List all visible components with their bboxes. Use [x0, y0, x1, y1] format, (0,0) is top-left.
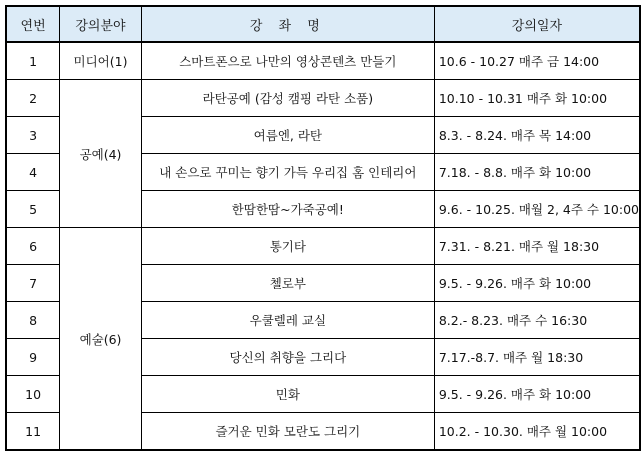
row-date: 7.31. - 8.21. 매주 월 18:30 [434, 228, 640, 265]
row-date: 8.3. - 8.24. 매주 목 14:00 [434, 117, 640, 154]
row-no: 7 [6, 265, 60, 302]
row-date: 10.6 - 10.27 매주 금 14:00 [434, 42, 640, 80]
row-title: 여름엔, 라탄 [141, 117, 434, 154]
row-date: 7.17.-8.7. 매주 월 18:30 [434, 339, 640, 376]
row-title: 한땀한땀~가죽공예! [141, 191, 434, 228]
row-title: 첼로부 [141, 265, 434, 302]
table-row [6, 80, 640, 117]
row-title: 민화 [141, 376, 434, 413]
row-no: 4 [6, 154, 60, 191]
header-row [6, 6, 640, 42]
row-title: 당신의 취향을 그리다 [141, 339, 434, 376]
field-cell-craft: 공예(4) [60, 80, 142, 228]
lecture-table [5, 5, 641, 451]
header-title: 강 좌 명 [141, 6, 434, 42]
header-no: 연번 [6, 6, 60, 42]
header-date: 강의일자 [434, 6, 640, 42]
row-title: 라탄공예 (감성 캠핑 라탄 소품) [141, 80, 434, 117]
row-no: 1 [6, 42, 60, 80]
row-title: 즐거운 민화 모란도 그리기 [141, 413, 434, 451]
row-no: 5 [6, 191, 60, 228]
row-no: 6 [6, 228, 60, 265]
row-no: 8 [6, 302, 60, 339]
row-title: 스마트폰으로 나만의 영상콘텐츠 만들기 [141, 42, 434, 80]
field-cell-media: 미디어(1) [60, 42, 142, 80]
row-date: 10.10 - 10.31 매주 화 10:00 [434, 80, 640, 117]
row-date: 9.5. - 9.26. 매주 화 10:00 [434, 376, 640, 413]
row-title: 통기타 [141, 228, 434, 265]
row-no: 3 [6, 117, 60, 154]
row-no: 11 [6, 413, 60, 451]
header-field: 강의분야 [60, 6, 142, 42]
row-no: 2 [6, 80, 60, 117]
row-date: 9.5. - 9.26. 매주 화 10:00 [434, 265, 640, 302]
row-title: 내 손으로 꾸미는 향기 가득 우리집 홈 인테리어 [141, 154, 434, 191]
row-no: 9 [6, 339, 60, 376]
field-cell-art: 예술(6) [60, 228, 142, 451]
row-title: 우쿨렐레 교실 [141, 302, 434, 339]
row-date: 7.18. - 8.8. 매주 화 10:00 [434, 154, 640, 191]
row-date: 8.2.- 8.23. 매주 수 16:30 [434, 302, 640, 339]
row-no: 10 [6, 376, 60, 413]
table-row [6, 42, 640, 80]
table-row [6, 228, 640, 265]
row-date: 10.2. - 10.30. 매주 월 10:00 [434, 413, 640, 451]
row-date: 9.6. - 10.25. 매월 2, 4주 수 10:00 [434, 191, 640, 228]
